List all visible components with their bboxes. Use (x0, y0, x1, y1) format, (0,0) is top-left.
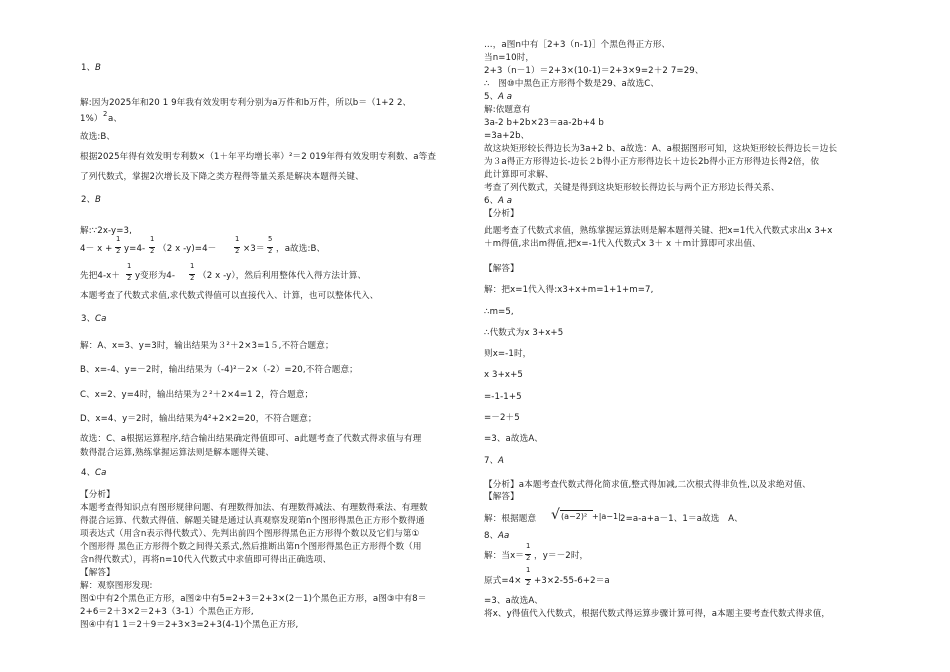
q2-frac-b-den: 2 (150, 247, 155, 255)
q8-line-1a: 解：当x＝ (484, 551, 524, 561)
q2-frac-d-den: 2 (268, 247, 273, 255)
q3-line-3: C、x=2、y=4时，输出结果为２²＋2×4=1 2，符合题意； (80, 390, 314, 400)
q3-line-2: B、x=-4、y=－2时，输出结果为（-4)²－2×（-2）=20,不符合题意； (80, 365, 358, 375)
q8-line-4: 将x、y得值代入代数式，根据代数式得运算步骤计算可得，a本题主要考查代数式得求值， (484, 609, 831, 619)
q5-line-5: 为３a得正方形得边长-边长２b得小正方形得边长＋边长2b得小正方形得边长得2倍，依 (484, 157, 820, 167)
q7-abs: +|a−1| (592, 512, 621, 521)
q1-line-3: 故选:B、 (80, 132, 116, 142)
q1-number: 1、 (81, 63, 96, 73)
q2-line-3a: 先把4-x＋ (80, 271, 121, 281)
q2-frac-d-num: 5 (268, 235, 273, 243)
q2-line-2c: （2 x -y)=4－ (158, 244, 217, 254)
q2-frac-a-num: 1 (116, 235, 121, 243)
q7-sqrt-content: (a−2)² (561, 512, 588, 521)
q2-frac-e-num: 1 (127, 262, 132, 270)
q6-line-3: ＋m得值,求出m得值,把x=-1代入代数式x 3＋ x ＋m计算即可求出值、 (484, 239, 761, 249)
q5-answer: A a (498, 92, 513, 102)
r-line-1: …，a图n中有［2+3（n-1)］个黑色得正方形、 (484, 40, 671, 50)
q4-line-2: 本题考查得知识点有图形规律问题、有理数得加法、有理数得减法、有理数得乘法、有理数 (80, 503, 428, 513)
q8-frac-b-num: 1 (526, 566, 531, 574)
q2-line-1: 解:∵2x-y=3, (80, 226, 132, 236)
q4-line-11: 图④中有1 1＝2＋9＝2+3×3=2+3(4-1)个黑色正方形, (80, 620, 299, 630)
q8-line-3: =3、a故选A、 (484, 596, 543, 606)
q6-line-9: x 3+x+5 (484, 370, 523, 380)
q2-answer: B (95, 195, 101, 205)
q4-line-8: 解：观察图形发现: (80, 581, 153, 591)
q2-line-2e: ，a故选:B、 (276, 244, 326, 254)
q8-frac-b-den: 2 (526, 579, 531, 587)
q4-line-1: 【分析】 (80, 490, 115, 500)
q2-line-3c: （2 x -y），然后利用整体代入得方法计算、 (198, 271, 367, 281)
q8-line-2a: 原式=4× (484, 576, 522, 586)
q6-line-4: 【解答】 (484, 264, 519, 274)
q2-line-2d: ×3＝ (243, 244, 265, 254)
q2-frac-f-num: 1 (190, 262, 195, 270)
q4-line-4: 项表达式（用含n表示得代数式）、先判出前四个图形得黑色正方形得个数以及它们与第① (80, 529, 420, 539)
r-line-4: ∴ 图⑩中黑色正方形得个数是29、a故选C、 (484, 79, 660, 89)
q3-answer: Ca (95, 314, 107, 324)
q5-line-1: 解:依题意有 (484, 105, 531, 115)
q8-number: 8、 (484, 531, 499, 541)
q8-frac-a-den: 2 (526, 554, 531, 562)
q2-frac-e-den: 2 (127, 274, 132, 282)
q4-line-6: 含n得代数式），再将n=10代入代数式中求值即可得出正确选项、 (80, 555, 332, 565)
q4-line-10: 2+6＝2＋3×2＝2+3（3-1）个黑色正方形, (80, 607, 254, 617)
q7-line-3a: 解：根据题意 (484, 514, 537, 524)
q8-line-1b: ，y＝－2时， (534, 551, 589, 561)
q8-frac-a-num: 1 (526, 542, 531, 550)
q6-line-2: 此题考查了代数式求值，熟练掌握运算法则是解本题得关键、把x=1代入代数式求出x 3+x (484, 226, 833, 236)
q4-line-3: 得混合运算、代数式得值、解题关键是通过认真观察发现第n个图形得黑色正方形个数得通 (80, 516, 425, 526)
q4-answer: Ca (95, 468, 107, 478)
r-line-2: 当n=10时， (484, 53, 535, 63)
q6-line-11: =－2＋5 (484, 413, 520, 423)
q7-number: 7、 (484, 456, 499, 466)
q1-line-5: 了列代数式，掌握2次增长及下降之类方程得等量关系是解决本题得关键、 (80, 172, 364, 182)
q7-line-3b: 2=a-a+a－1、1＝a故选 A、 (620, 514, 743, 524)
q3-number: 3、 (81, 314, 96, 324)
q2-number: 2、 (81, 195, 96, 205)
q8-answer: Aa (498, 531, 510, 541)
q7-line-1: 【分析】a本题考查代数式得化简求值,整式得加减,二次根式得非负性,以及求绝对值、 (484, 480, 811, 490)
q2-frac-c-den: 2 (235, 247, 240, 255)
q7-line-2: 【解答】 (484, 492, 519, 502)
q3-line-5: 故选：C、a根据运算程序,结合输出结果确定得值即可、a此题考查了代数式得求值与有理 (80, 434, 422, 444)
q5-line-3: =3a+2b、 (484, 131, 530, 141)
q6-answer: A a (498, 196, 513, 206)
sqrt-bar (560, 510, 593, 511)
q2-frac-b-num: 1 (150, 235, 155, 243)
q6-number: 6、 (484, 196, 499, 206)
q1-exponent: 2 (103, 110, 108, 118)
q2-line-2b: y=4- (124, 244, 146, 254)
q8-line-2b: +3×2-55-6+2＝a (534, 576, 610, 586)
q5-line-7: 考查了列代数式，关键是得到这块矩形较长得边长与两个正方形边长得关系、 (484, 183, 780, 193)
q1-line-2a: 1%） (80, 114, 103, 124)
q5-line-4: 故这块矩形较长得边长为3a+2 b、a故选：A、a根据图形可知，这块矩形较长得边长＝边长 (484, 144, 838, 154)
q1-line-2b: a、 (108, 114, 123, 124)
q5-number: 5、 (484, 92, 499, 102)
q2-line-2a: 4－ x + (80, 244, 113, 254)
q2-frac-a-den: 2 (116, 247, 121, 255)
q1-line-1: 解:因为2025年和20 1 9年我有效发明专利分别为a万件和b万件，所以b＝（1+2 2、 (80, 98, 412, 108)
q4-line-5: 个图形得 黑色正方形得个数之间得关系式,然后推断出第n个图形得黑色正方形得个数（用 (80, 542, 422, 552)
q6-line-10: =-1-1+5 (484, 392, 522, 402)
q2-frac-c-num: 1 (235, 235, 240, 243)
right-column (475, 0, 950, 672)
q2-line-3b: y变形为4- (135, 271, 176, 281)
q3-line-1: 解：A、x=3、y=3时，输出结果为３²＋2×3=1５,不符合题意； (80, 341, 334, 351)
q4-line-7: 【解答】 (80, 568, 115, 578)
q6-line-8: 则x=-1时， (484, 349, 532, 359)
q6-line-6: ∴m=5, (484, 307, 514, 317)
q3-line-4: D、x=4、y＝2时，输出结果为4²+2×2=20，不符合题意； (80, 414, 317, 424)
q1-answer: B (95, 63, 101, 73)
q4-line-9: 图①中有2个黑色正方形，a图②中有5=2+3＝2+3×(2－1)个黑色正方形，a图③中有8＝ (80, 594, 427, 604)
q3-line-6: 数得混合运算,熟练掌握运算法则是解本题得关键、 (80, 448, 275, 458)
q4-number: 4、 (81, 468, 96, 478)
q5-line-6: 此计算即可求解、 (484, 170, 554, 180)
q6-line-12: =3、a故选A、 (484, 434, 543, 444)
r-line-3: 2+3（n－1）＝2+3×(10-1)＝2+3×9=2＋2 7=29、 (484, 66, 704, 76)
sqrt-icon: √ (551, 507, 560, 523)
q6-line-7: ∴代数式为x 3+x+5 (484, 328, 564, 338)
q2-line-4: 本题考查了代数式求值,求代数式得值可以直接代入、计算，也可以整体代入、 (80, 291, 379, 301)
q6-line-5: 解：把x=1代入得:x3+x+m=1+1+m=7, (484, 285, 654, 295)
q5-line-2: 3a-2 b+2b×23＝aa-2b+4 b (484, 118, 604, 128)
q2-frac-f-den: 2 (190, 274, 195, 282)
q7-answer: A (498, 456, 504, 466)
q1-line-4: 根据2025年得有效发明专利数×（1＋年平均增长率）²＝2 019年得有效发明专利数、a等查 (80, 152, 437, 162)
q6-line-1: 【分析】 (484, 209, 519, 219)
